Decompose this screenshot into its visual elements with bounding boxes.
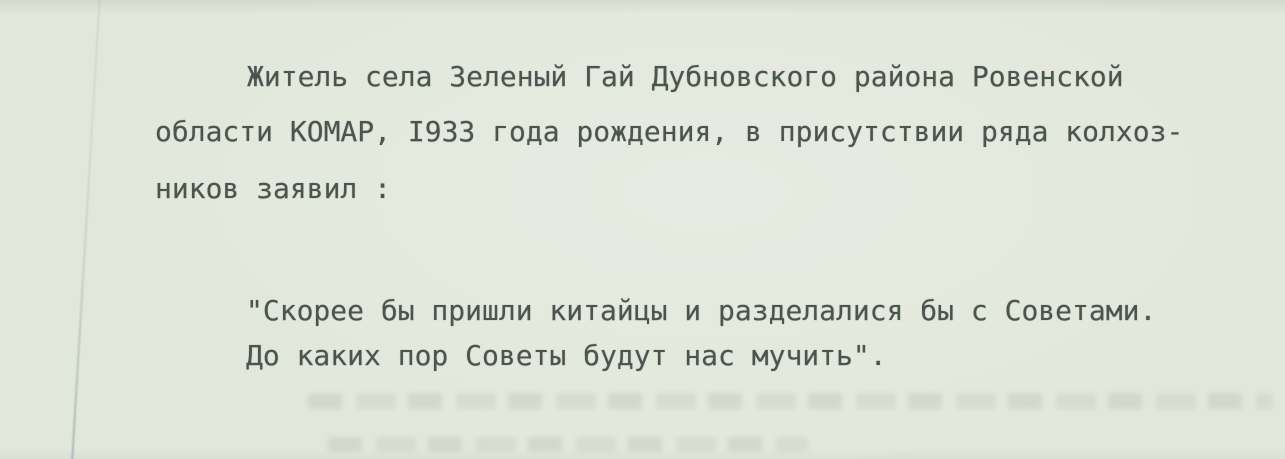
paragraph-line-3: ников заявил : xyxy=(155,172,392,205)
bleed-through-text-row-2 xyxy=(328,437,808,452)
paragraph-line-2: области КОМАР, I933 года рождения, в присутствии ряда колхоз- xyxy=(155,115,1184,148)
paragraph-line-1: Житель села Зеленый Гай Дубновского района Ровенской xyxy=(247,60,1124,93)
paper-crease-line xyxy=(71,0,101,459)
quote-line-2: До каких пор Советы будут нас мучить". xyxy=(246,339,887,372)
quote-line-1: "Скорее бы пришли китайцы и разделалися бы с Советами. xyxy=(246,294,1157,327)
bleed-through-text-row-1 xyxy=(308,393,1273,409)
